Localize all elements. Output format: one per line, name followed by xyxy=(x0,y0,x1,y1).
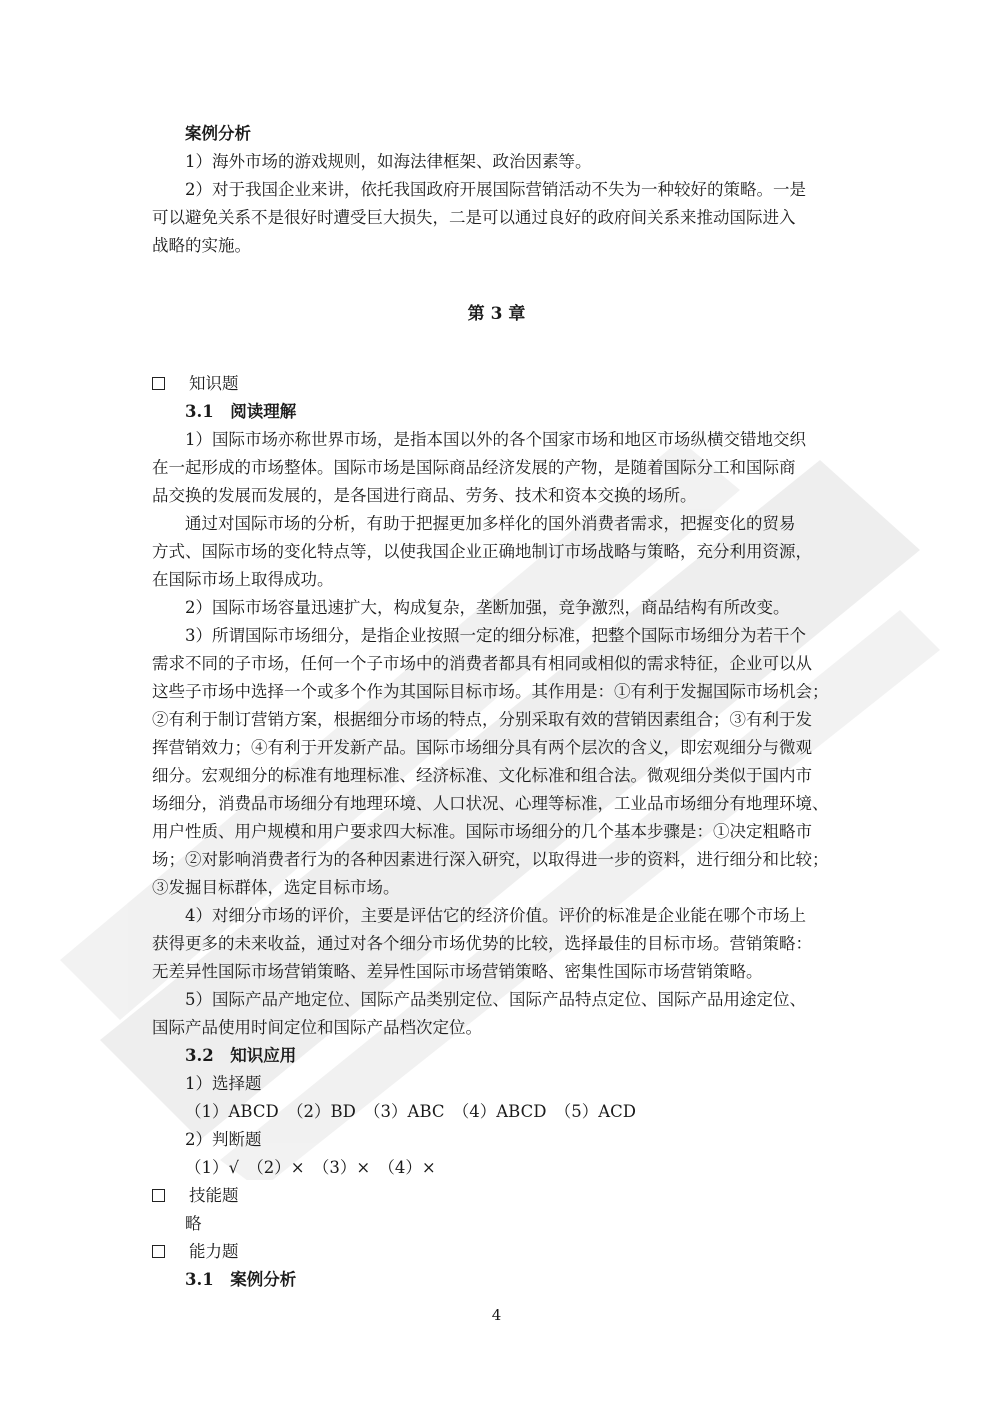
chapter-title: 第 3 章 xyxy=(467,304,526,324)
body-paragraph: 方式、国际市场的变化特点等，以使我国企业正确地制订市场战略与策略，充分利用资源， xyxy=(152,542,812,561)
body-paragraph: 这些子市场中选择一个或多个作为其国际目标市场。其作用是：①有利于发掘国际市场机会； xyxy=(152,682,829,701)
skill-answer: 略 xyxy=(185,1214,202,1233)
knowledge-section-label xyxy=(152,372,993,396)
body-paragraph: ②有利于制订营销方案，根据细分市场的特点，分别采取有效的营销因素组合；③有利于发 xyxy=(152,710,812,729)
body-paragraph: 5）国际产品产地定位、国际产品类别定位、国际产品特点定位、国际产品用途定位、 xyxy=(185,990,806,1009)
body-paragraph: 2）国际市场容量迅速扩大，构成复杂，垄断加强，竞争激烈，商品结构有所改变。 xyxy=(185,598,790,617)
body-paragraph: 需求不同的子市场，任何一个子市场中的消费者都具有相同或相似的需求特征，企业可以从 xyxy=(152,654,812,673)
body-paragraph: 细分。宏观细分的标准有地理标准、经济标准、文化标准和组合法。微观细分类似于国内市 xyxy=(152,766,812,785)
case-analysis-paragraph: 2）对于我国企业来讲，依托我国政府开展国际营销活动不失为一种较好的策略。一是 xyxy=(185,180,806,199)
body-paragraph: 用户性质、用户规模和用户要求四大标准。国际市场细分的几个基本步骤是：①决定粗略市 xyxy=(152,822,812,841)
skill-section-label xyxy=(152,1184,993,1208)
page-number: 4 xyxy=(491,1306,502,1324)
choice-answers: （1）ABCD （2）BD （3）ABC （4）ABCD （5）ACD xyxy=(185,1102,636,1121)
section-label-text: 技能题 xyxy=(189,1186,239,1205)
section-label-text: 知识题 xyxy=(189,374,239,393)
body-paragraph: 国际产品使用时间定位和国际产品档次定位。 xyxy=(152,1018,482,1037)
checkbox-icon xyxy=(152,1189,165,1202)
body-paragraph: 无差异性国际市场营销策略、差异性国际市场营销策略、密集性国际市场营销策略。 xyxy=(152,962,763,981)
ability-section-label xyxy=(152,1240,993,1264)
body-paragraph: 3）所谓国际市场细分，是指企业按照一定的细分标准，把整个国际市场细分为若干个 xyxy=(185,626,806,645)
case-analysis-paragraph: 战略的实施。 xyxy=(152,236,251,255)
body-paragraph: 在国际市场上取得成功。 xyxy=(152,570,334,589)
choice-label: 1）选择题 xyxy=(185,1074,262,1093)
section-heading: 3.1 案例分析 xyxy=(185,1270,297,1289)
body-paragraph: 在一起形成的市场整体。国际市场是国际商品经济发展的产物，是随着国际分工和国际商 xyxy=(152,458,796,477)
body-paragraph: 获得更多的未来收益，通过对各个细分市场优势的比较，选择最佳的目标市场。营销策略： xyxy=(152,934,812,953)
body-paragraph: 场；②对影响消费者行为的各种因素进行深入研究，以取得进一步的资料，进行细分和比较； xyxy=(152,850,829,869)
body-paragraph: 通过对国际市场的分析，有助于把握更加多样化的国外消费者需求，把握变化的贸易 xyxy=(185,514,796,533)
checkbox-icon xyxy=(152,377,165,390)
body-paragraph: 挥营销效力；④有利于开发新产品。国际市场细分具有两个层次的含义，即宏观细分与微观 xyxy=(152,738,812,757)
section-label-text: 能力题 xyxy=(189,1242,239,1261)
case-analysis-paragraph: 1）海外市场的游戏规则，如海法律框架、政治因素等。 xyxy=(185,152,592,171)
case-analysis-heading: 案例分析 xyxy=(185,124,251,143)
section-heading: 3.2 知识应用 xyxy=(185,1046,297,1065)
checkbox-icon xyxy=(152,1245,165,1258)
section-heading: 3.1 阅读理解 xyxy=(185,402,297,421)
case-analysis-paragraph: 可以避免关系不是很好时遭受巨大损失，二是可以通过良好的政府间关系来推动国际进入 xyxy=(152,208,796,227)
body-paragraph: ③发掘目标群体，选定目标市场。 xyxy=(152,878,400,897)
judge-label: 2）判断题 xyxy=(185,1130,262,1149)
body-paragraph: 场细分，消费品市场细分有地理环境、人口状况、心理等标准，工业品市场细分有地理环境、 xyxy=(152,794,829,813)
judge-answers: （1）√ （2）× （3）× （4）× xyxy=(185,1158,436,1177)
body-paragraph: 4）对细分市场的评价，主要是评估它的经济价值。评价的标准是企业能在哪个市场上 xyxy=(185,906,806,925)
body-paragraph: 品交换的发展而发展的，是各国进行商品、劳务、技术和资本交换的场所。 xyxy=(152,486,697,505)
body-paragraph: 1）国际市场亦称世界市场，是指本国以外的各个国家市场和地区市场纵横交错地交织 xyxy=(185,430,806,449)
